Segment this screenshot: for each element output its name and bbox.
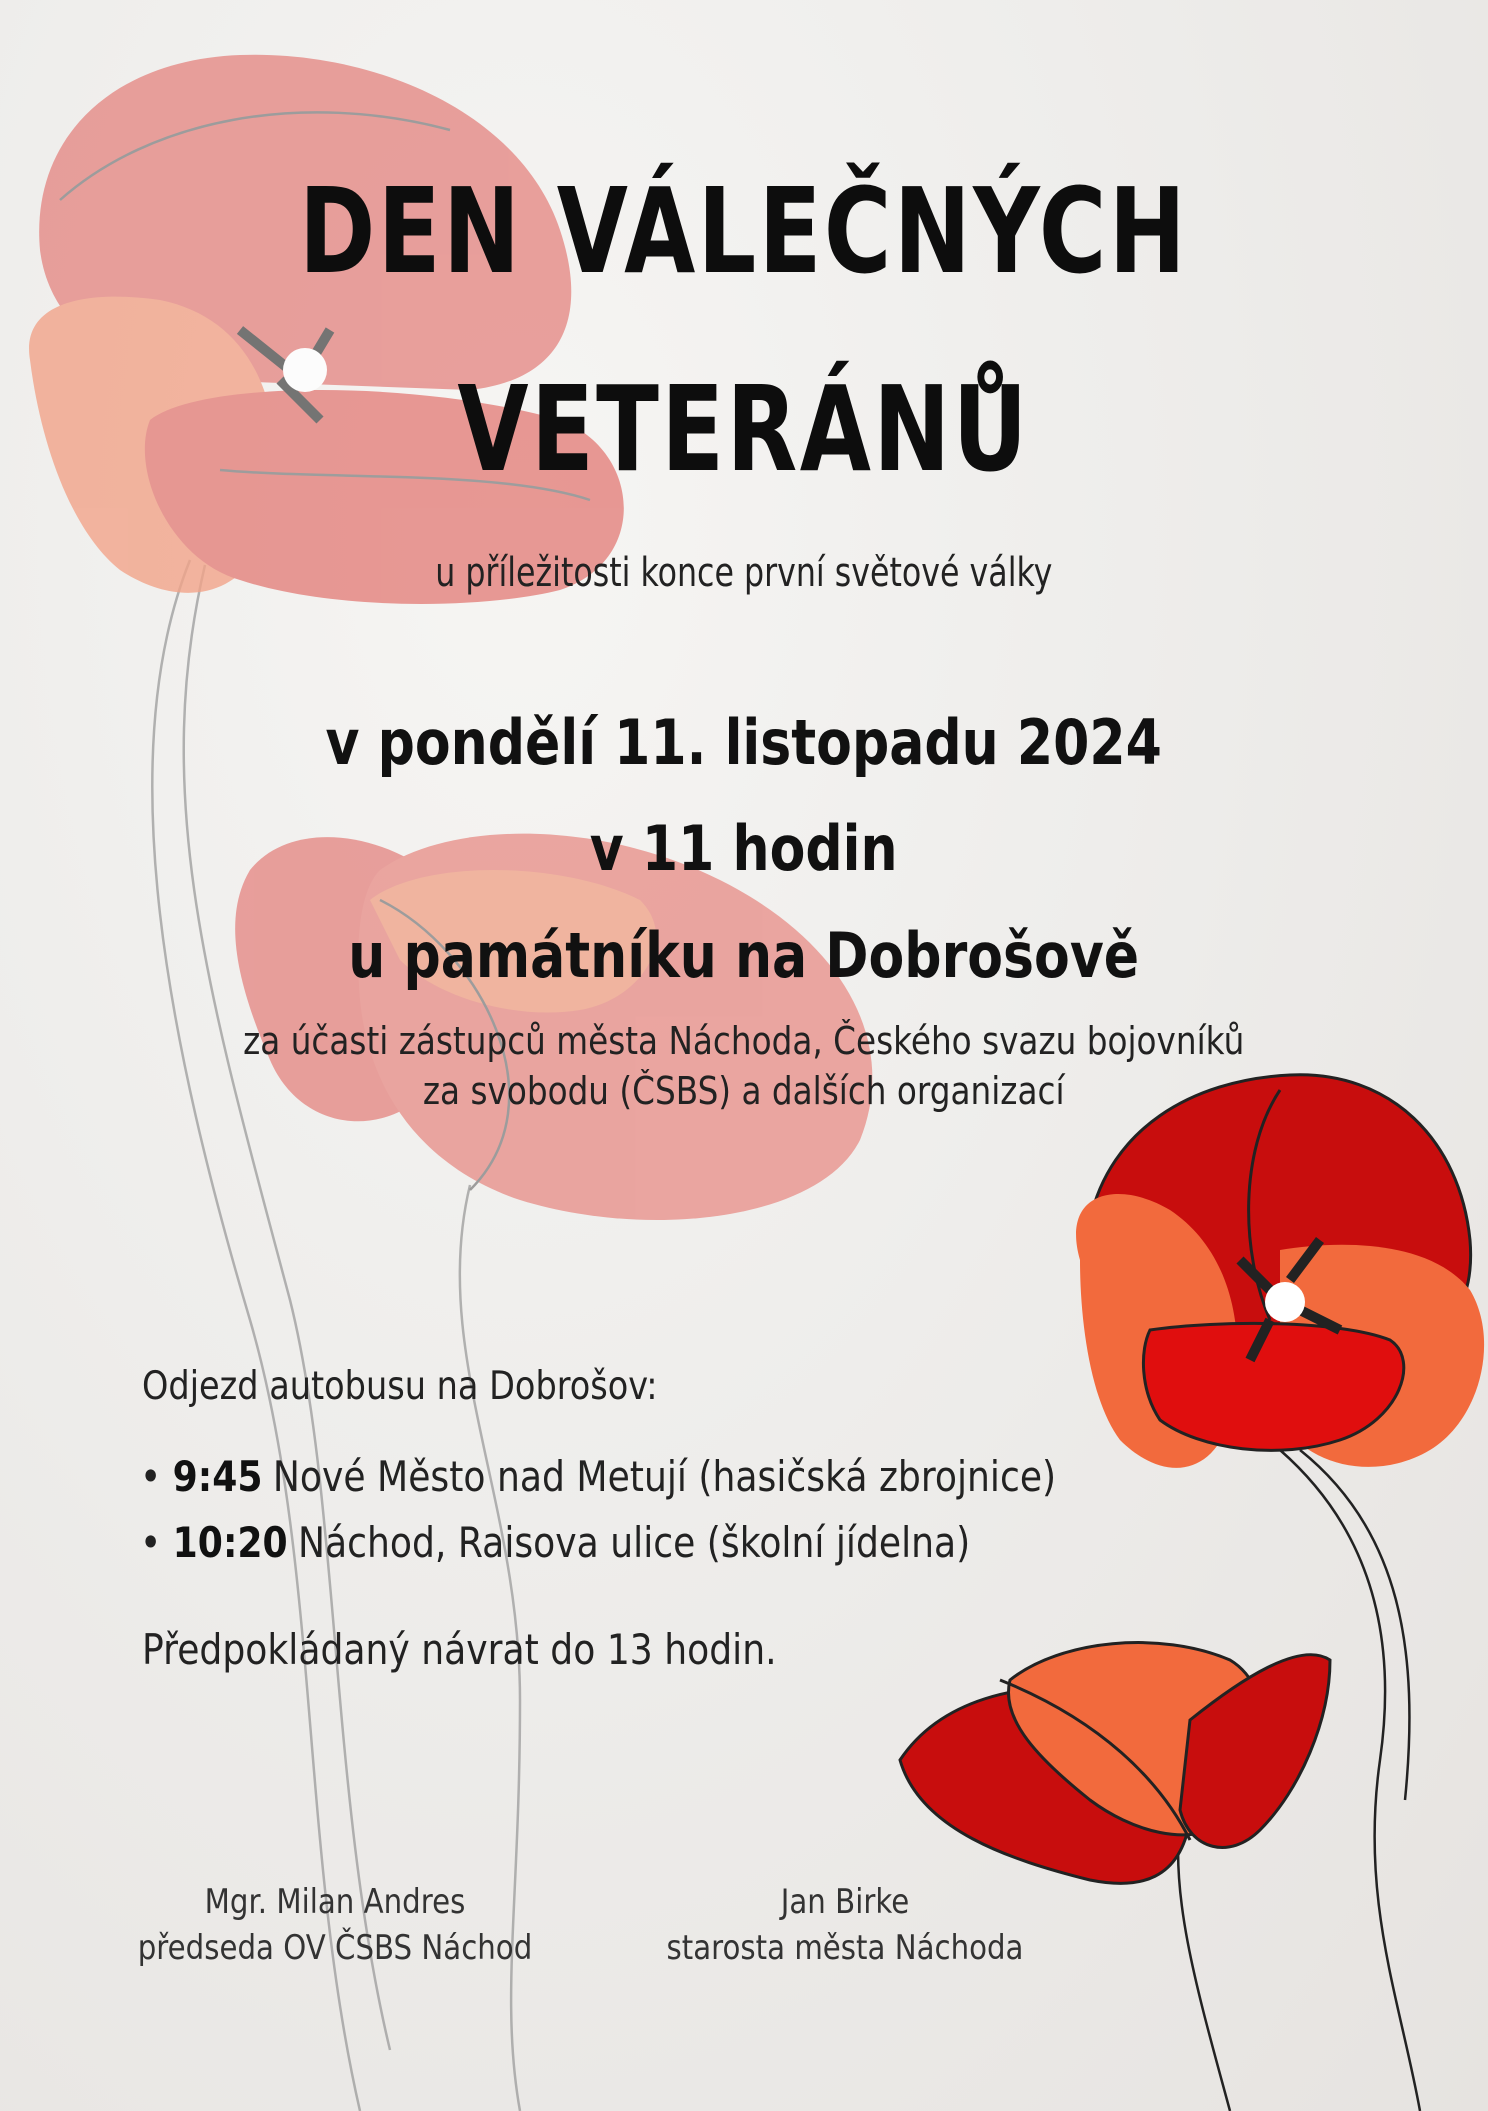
signature-right [652,1880,1039,1972]
event-place: u památníku na Dobrošově [348,919,1140,992]
departure-time: 10:20 [172,1518,288,1567]
bullet-icon: • [140,1518,162,1567]
bus-heading: Odjezd autobusu na Dobrošov: [142,1364,658,1409]
return-info: Předpokládaný návrat do 13 hodin. [142,1625,777,1674]
faded-poppy-stem-2 [184,565,390,2050]
event-date: v pondělí 11. listopadu 2024 [325,706,1162,779]
departure-place: Nové Město nad Metují (hasičská zbrojnice) [272,1452,1057,1501]
bright-poppy-bottom [900,1643,1330,1884]
participants-line-2: za svobodu (ČSBS) a dalších organizací [422,1069,1065,1113]
poppy-stem-1 [1280,1450,1420,2111]
signature-left-name: Mgr. Milan Andres [204,1882,466,1922]
faded-poppy-stem-1 [152,560,360,2111]
title-line-1: DEN VÁLEČNÝCH [299,162,1189,300]
event-time: v 11 hodin [589,812,898,885]
poppy-stem-3 [1178,1820,1230,2111]
faded-poppy-top [29,55,624,604]
title-line-2: VETERÁNŮ [457,360,1030,498]
departure-place: Náchod, Raisova ulice (školní jídelna) [297,1518,971,1567]
signature-right-name: Jan Birke [780,1882,910,1922]
signature-left-role: předseda OV ČSBS Náchod [137,1927,533,1968]
bright-poppy-right [1076,1075,1484,1468]
participants-line-1: za účasti zástupců města Náchoda, Českého svazu bojovníků [243,1019,1245,1063]
subtitle: u příležitosti konce první světové války [435,550,1053,596]
departure-time: 9:45 [172,1452,263,1501]
bullet-icon: • [140,1452,162,1501]
bus-departure-item [140,1452,1056,1501]
poppy-stem-2 [1300,1450,1409,1800]
bus-departure-item [140,1518,970,1567]
signature-left [133,1880,537,1972]
signature-right-role: starosta města Náchoda [666,1927,1024,1968]
